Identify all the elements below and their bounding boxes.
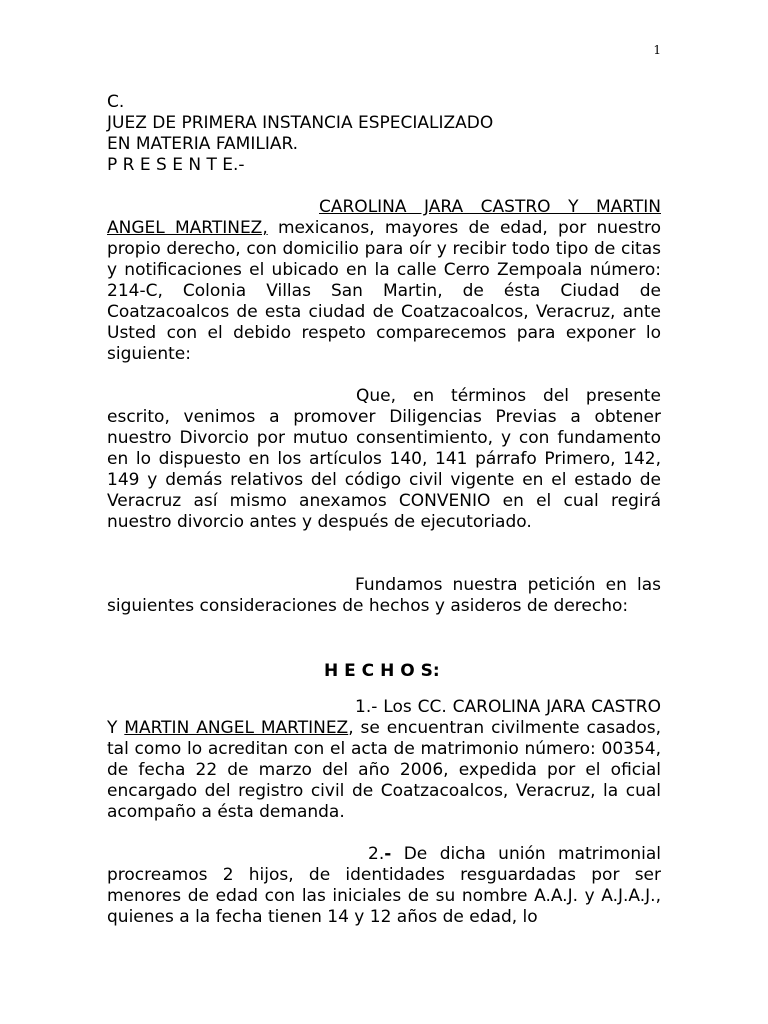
- hecho-1-paragraph: [107, 697, 661, 823]
- hecho-1-text-a: Los CC. CAROLINA JARA CASTRO Y: [107, 697, 661, 738]
- page-number: 1: [653, 43, 661, 57]
- hecho-1-text-b: , se encuentran civilmente casados, tal como lo acreditan con el acta de matrimonio número: 00354, de fecha 22 de marzo del año 2006, expedida por el oficial encargado del registro civil de Coatzacoalcos, Veracruz, la cual acompaño a ésta demanda.: [107, 718, 661, 822]
- hecho-2-text: De dicha unión matrimonial procreamos 2 hijos, de identidades resguardadas por ser menores de edad con las iniciales de su nombre A.A.J. y A.J.A.J., quienes a la fecha tienen 14 y 12 años de edad, lo: [107, 844, 661, 927]
- intro-body: mexicanos, mayores de edad, por nuestro propio derecho, con domicilio para oír y recibir todo tipo de citas y notificaciones el ubicado en la calle Cerro Zempoala número: 214-C, Colonia Villas San Martin, de ésta Ciudad de Coatzacoalcos de esta ciudad de Coatzacoalcos, Veracruz, ante Usted con el debido respeto comparecemos para exponer lo siguiente:: [107, 218, 661, 364]
- hecho-2-dash: -: [384, 844, 392, 864]
- hecho-1-number: 1.-: [355, 697, 378, 717]
- addressee-block: [107, 92, 493, 176]
- hecho-2-paragraph: [107, 844, 661, 928]
- fundamos-paragraph: Fundamos nuestra petición en las siguientes consideraciones de hechos y asideros de derecho:: [107, 575, 661, 616]
- hechos-heading: H E C H O S:: [324, 661, 440, 681]
- que-paragraph: Que, en términos del presente escrito, venimos a promover Diligencias Previas a obtener nuestro Divorcio por mutuo consentimiento, y con fundamento en lo dispuesto en los artículos 140, 141 párrafo Primero, 142, 149 y demás relativos del código civil vigente en el estado de Veracruz así mismo anexamos CONVENIO en el cual regirá nuestro divorcio antes y después de ejecutoriado.: [107, 386, 661, 532]
- addressee-line-c: C.: [107, 92, 125, 112]
- parties-names: CAROLINA JARA CASTRO Y MARTIN ANGEL MARTINEZ,: [107, 197, 661, 238]
- addressee-line-judge: JUEZ DE PRIMERA INSTANCIA ESPECIALIZADO: [107, 113, 494, 133]
- addressee-line-presente: P R E S E N T E.-: [107, 155, 245, 175]
- hecho-2-number: 2.: [368, 844, 385, 864]
- intro-paragraph: [107, 197, 661, 365]
- addressee-line-matter: EN MATERIA FAMILIAR.: [107, 134, 299, 154]
- hecho-1-underlined-name: MARTIN ANGEL MARTINEZ: [124, 718, 349, 738]
